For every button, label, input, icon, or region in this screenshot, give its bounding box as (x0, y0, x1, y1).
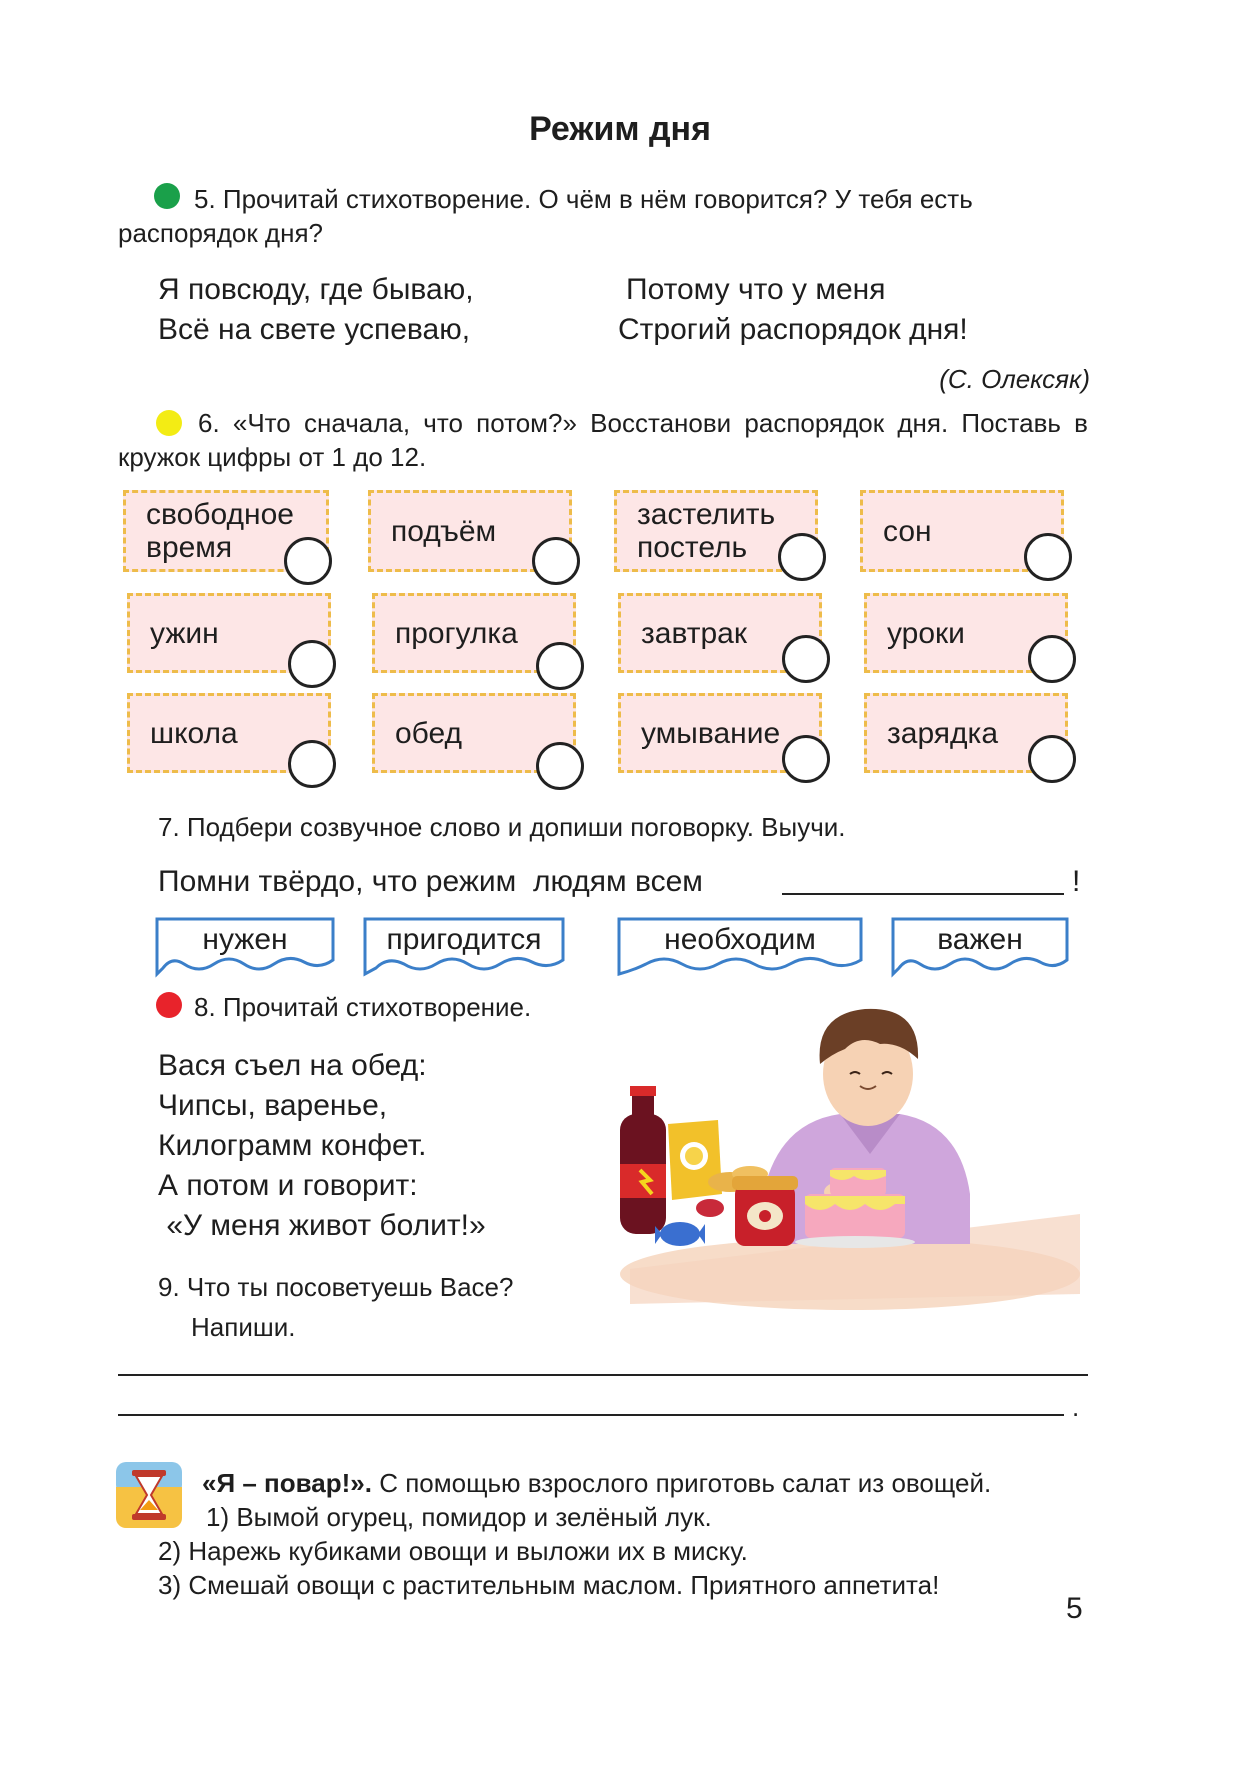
number-circle[interactable] (1024, 533, 1072, 581)
task5-poem-right-2: Строгий распорядок дня! (618, 313, 968, 346)
project-step-2: 2) Нарежь кубиками овощи и выложи их в миску. (158, 1536, 748, 1566)
task7-text: 7. Подбери созвучное слово и допиши поговорку. Выучи. (158, 812, 846, 842)
card-label: уроки (887, 616, 965, 650)
word-option-banner[interactable] (362, 916, 566, 978)
task5-poem-right-1: Потому что у меня (626, 273, 886, 306)
word-option-banner[interactable] (616, 916, 864, 978)
number-circle[interactable] (536, 642, 584, 690)
project-first-line (202, 1466, 991, 1500)
project-title: «Я – повар!». (202, 1468, 372, 1498)
task6-text: 6. «Что сначала, что потом?» Восстанови распорядок дня. Поставь в кружок цифры от 1 до 12. (118, 408, 1088, 472)
word-option-label: пригодится (386, 923, 542, 956)
hourglass-icon (116, 1462, 182, 1528)
proverb-end-mark: ! (1072, 865, 1081, 898)
word-option-label: необходим (664, 923, 816, 956)
number-circle[interactable] (532, 537, 580, 585)
task9-line2: Напиши. (191, 1312, 296, 1342)
task8-text: 8. Прочитай стихотворение. (194, 992, 532, 1022)
proverb-answer-line[interactable] (782, 893, 1064, 895)
answer-line-2[interactable] (118, 1414, 1064, 1416)
task8-poem-line-4: А потом и говорит: (158, 1169, 418, 1202)
task5-text-line1: 5. Прочитай стихотворение. О чём в нём говорится? У тебя есть (194, 184, 973, 214)
page-title: Режим дня (529, 110, 711, 148)
card-label: застелить постель (637, 498, 776, 564)
number-circle[interactable] (778, 533, 826, 581)
number-circle[interactable] (1028, 635, 1076, 683)
number-circle[interactable] (782, 735, 830, 783)
task8-poem-line-3: Килограмм конфет. (158, 1129, 427, 1162)
task5-poem-left-2: Всё на свете успеваю, (158, 313, 471, 346)
project-step-3: 3) Смешай овощи с растительным маслом. Приятного аппетита! (158, 1570, 940, 1600)
boy-eating-illustration (610, 1004, 1090, 1314)
answer-line-1[interactable] (118, 1374, 1088, 1376)
poem-author: (С. Олексяк) (939, 364, 1090, 394)
project-step-1: 1) Вымой огурец, помидор и зелёный лук. (206, 1502, 712, 1532)
card-label: умывание (641, 716, 781, 750)
task8-poem-line-5: «У меня живот болит!» (158, 1209, 486, 1242)
word-option-banner[interactable] (154, 916, 336, 978)
task8-poem-line-2: Чипсы, варенье, (158, 1089, 388, 1122)
task8-poem-line-1: Вася съел на обед: (158, 1049, 427, 1082)
number-circle[interactable] (284, 537, 332, 585)
task5-poem-left-1: Я повсюду, где бываю, (158, 273, 474, 306)
project-intro: С помощью взрослого приготовь салат из овощей. (371, 1468, 992, 1498)
card-label: сон (883, 514, 932, 548)
number-circle[interactable] (288, 640, 336, 688)
card-label: зарядка (887, 716, 999, 750)
word-option-label: важен (937, 923, 1023, 956)
card-label: свободное время (146, 498, 294, 564)
proverb-text: Помни твёрдо, что режим людям всем (158, 865, 703, 898)
card-label: завтрак (641, 616, 747, 650)
card-label: ужин (150, 616, 219, 650)
difficulty-dot-red (156, 992, 182, 1018)
answer-end-mark: . (1072, 1392, 1080, 1422)
number-circle[interactable] (288, 740, 336, 788)
page-number: 5 (1066, 1592, 1083, 1625)
difficulty-dot-green (154, 183, 180, 209)
card-label: подъём (391, 514, 497, 548)
word-option-label: нужен (202, 923, 288, 956)
word-option-banner[interactable] (890, 916, 1070, 978)
task5-text-line2: распорядок дня? (118, 218, 324, 248)
card-label: прогулка (395, 616, 518, 650)
number-circle[interactable] (1028, 735, 1076, 783)
card-label: школа (150, 716, 238, 750)
card-label: обед (395, 716, 463, 750)
task9-line1: 9. Что ты посоветуешь Васе? (158, 1272, 514, 1302)
number-circle[interactable] (782, 635, 830, 683)
number-circle[interactable] (536, 742, 584, 790)
